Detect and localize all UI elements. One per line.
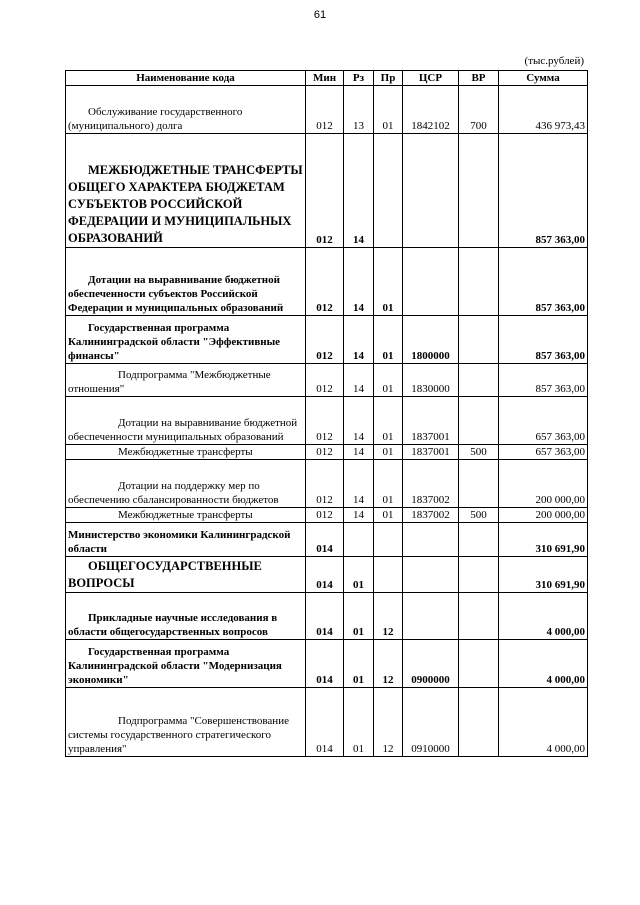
table-header-row — [66, 71, 588, 86]
row-pr: 01 — [374, 248, 403, 316]
table-row — [66, 445, 588, 460]
table-row — [66, 640, 588, 688]
units-label: (тыс.рублей) — [524, 55, 584, 67]
row-min: 014 — [306, 640, 344, 688]
row-rz: 14 — [344, 508, 374, 523]
row-vr — [459, 557, 499, 593]
row-csr: 0900000 — [403, 640, 459, 688]
header-sum: Сумма — [499, 71, 588, 86]
row-name: Подпрограмма "Совершенствование системы государственного стратегического управления" — [66, 688, 306, 757]
row-rz: 14 — [344, 316, 374, 364]
row-pr: 01 — [374, 364, 403, 397]
row-rz: 14 — [344, 134, 374, 248]
row-vr — [459, 460, 499, 508]
row-csr: 0910000 — [403, 688, 459, 757]
row-sum: 4 000,00 — [499, 688, 588, 757]
row-name: Межбюджетные трансферты — [66, 508, 306, 523]
row-csr: 1837002 — [403, 508, 459, 523]
row-rz: 14 — [344, 460, 374, 508]
row-pr — [374, 557, 403, 593]
row-min: 014 — [306, 557, 344, 593]
header-csr: ЦСР — [403, 71, 459, 86]
row-sum: 4 000,00 — [499, 640, 588, 688]
row-rz: 01 — [344, 593, 374, 640]
table-row — [66, 364, 588, 397]
row-sum: 857 363,00 — [499, 316, 588, 364]
row-sum: 857 363,00 — [499, 364, 588, 397]
row-min: 012 — [306, 248, 344, 316]
row-rz: 14 — [344, 248, 374, 316]
row-csr: 1837001 — [403, 397, 459, 445]
row-sum: 657 363,00 — [499, 445, 588, 460]
row-min: 012 — [306, 364, 344, 397]
row-vr: 700 — [459, 86, 499, 134]
row-min: 012 — [306, 86, 344, 134]
row-csr — [403, 134, 459, 248]
row-csr: 1830000 — [403, 364, 459, 397]
row-rz: 01 — [344, 557, 374, 593]
row-csr — [403, 523, 459, 557]
row-name: Государственная программа Калининградской области "Модернизация экономики" — [66, 640, 306, 688]
row-min: 014 — [306, 523, 344, 557]
row-pr: 01 — [374, 316, 403, 364]
header-vr: ВР — [459, 71, 499, 86]
row-pr: 01 — [374, 397, 403, 445]
row-csr — [403, 557, 459, 593]
row-name: Министерство экономики Калининградской области — [66, 523, 306, 557]
row-name: МЕЖБЮДЖЕТНЫЕ ТРАНСФЕРТЫ ОБЩЕГО ХАРАКТЕРА БЮДЖЕТАМ СУБЪЕКТОВ РОССИЙСКОЙ ФЕДЕРАЦИИ И МУНИЦИПАЛЬНЫХ ОБРАЗОВАНИЙ — [66, 134, 306, 248]
row-min: 012 — [306, 508, 344, 523]
table-row — [66, 688, 588, 757]
row-name: Дотации на выравнивание бюджетной обеспеченности муниципальных образований — [66, 397, 306, 445]
table-row — [66, 248, 588, 316]
row-vr: 500 — [459, 445, 499, 460]
row-vr — [459, 593, 499, 640]
row-pr: 12 — [374, 688, 403, 757]
row-csr — [403, 248, 459, 316]
table-row — [66, 397, 588, 445]
row-min: 014 — [306, 593, 344, 640]
row-pr: 12 — [374, 640, 403, 688]
row-pr: 01 — [374, 508, 403, 523]
row-rz: 01 — [344, 640, 374, 688]
row-min: 012 — [306, 445, 344, 460]
row-vr — [459, 640, 499, 688]
row-rz: 13 — [344, 86, 374, 134]
row-vr — [459, 523, 499, 557]
row-pr: 01 — [374, 445, 403, 460]
row-min: 012 — [306, 460, 344, 508]
row-sum: 857 363,00 — [499, 248, 588, 316]
table-row — [66, 134, 588, 248]
header-min: Мин — [306, 71, 344, 86]
row-min: 012 — [306, 397, 344, 445]
row-sum: 436 973,43 — [499, 86, 588, 134]
row-rz: 14 — [344, 445, 374, 460]
row-sum: 4 000,00 — [499, 593, 588, 640]
table-row — [66, 557, 588, 593]
table-row — [66, 523, 588, 557]
row-sum: 657 363,00 — [499, 397, 588, 445]
row-sum: 857 363,00 — [499, 134, 588, 248]
row-vr — [459, 316, 499, 364]
row-vr — [459, 134, 499, 248]
row-pr: 12 — [374, 593, 403, 640]
row-csr: 1800000 — [403, 316, 459, 364]
row-pr — [374, 523, 403, 557]
row-pr: 01 — [374, 86, 403, 134]
row-min: 012 — [306, 316, 344, 364]
row-csr — [403, 593, 459, 640]
row-name: Прикладные научные исследования в области общегосударственных вопросов — [66, 593, 306, 640]
row-sum: 200 000,00 — [499, 508, 588, 523]
row-sum: 310 691,90 — [499, 523, 588, 557]
row-name: Дотации на поддержку мер по обеспечению сбалансированности бюджетов — [66, 460, 306, 508]
row-sum: 310 691,90 — [499, 557, 588, 593]
row-name: Межбюджетные трансферты — [66, 445, 306, 460]
row-rz — [344, 523, 374, 557]
page-number: 61 — [313, 9, 327, 21]
row-name: ОБЩЕГОСУДАРСТВЕННЫЕ ВОПРОСЫ — [66, 557, 306, 593]
row-vr — [459, 688, 499, 757]
header-name: Наименование кода — [66, 71, 306, 86]
row-name: Подпрограмма "Межбюджетные отношения" — [66, 364, 306, 397]
row-vr — [459, 364, 499, 397]
row-pr: 01 — [374, 460, 403, 508]
row-csr: 1842102 — [403, 86, 459, 134]
row-name: Обслуживание государственного (муниципального) долга — [66, 86, 306, 134]
row-min: 014 — [306, 688, 344, 757]
row-vr: 500 — [459, 508, 499, 523]
header-pr: Пр — [374, 71, 403, 86]
row-pr — [374, 134, 403, 248]
row-rz: 14 — [344, 364, 374, 397]
table-row — [66, 316, 588, 364]
row-vr — [459, 248, 499, 316]
row-rz: 14 — [344, 397, 374, 445]
row-min: 012 — [306, 134, 344, 248]
row-rz: 01 — [344, 688, 374, 757]
table-row — [66, 593, 588, 640]
row-name: Государственная программа Калининградской области "Эффективные финансы" — [66, 316, 306, 364]
row-csr: 1837001 — [403, 445, 459, 460]
row-name: Дотации на выравнивание бюджетной обеспеченности субъектов Российской Федерации и муниципальных образований — [66, 248, 306, 316]
row-sum: 200 000,00 — [499, 460, 588, 508]
row-vr — [459, 397, 499, 445]
row-csr: 1837002 — [403, 460, 459, 508]
budget-table — [65, 70, 588, 757]
header-rz: Рз — [344, 71, 374, 86]
table-row — [66, 460, 588, 508]
table-row — [66, 508, 588, 523]
table-row — [66, 86, 588, 134]
